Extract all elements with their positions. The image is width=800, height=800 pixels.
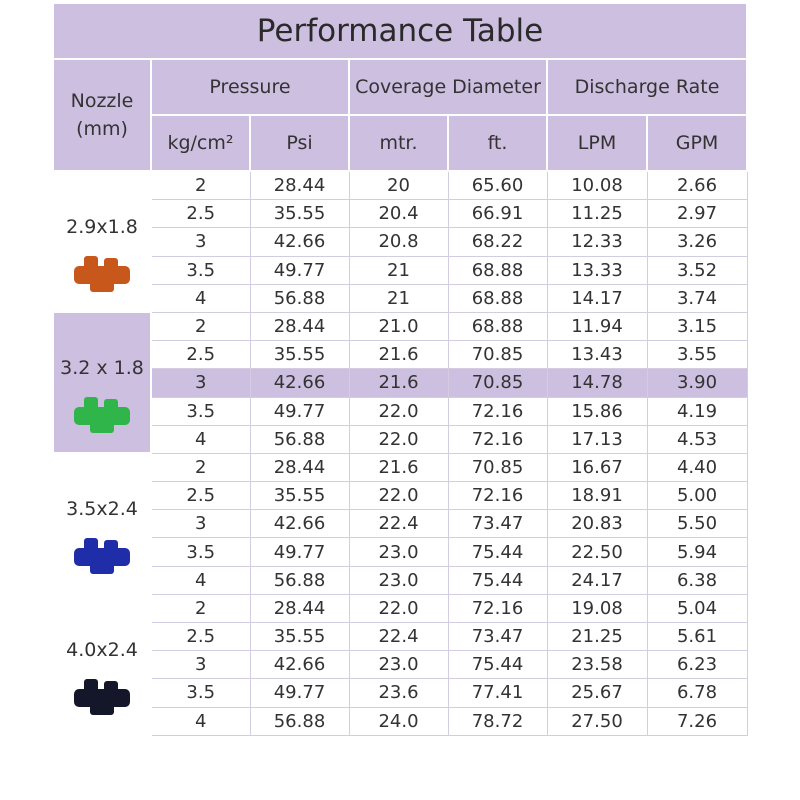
cell-ft: 72.16: [448, 425, 547, 453]
cell-lpm: 19.08: [547, 594, 647, 622]
cell-gpm: 2.97: [647, 200, 747, 228]
cell-lpm: 17.13: [547, 425, 647, 453]
nozzle-size-label: 2.9x1.8: [66, 216, 138, 238]
cell-ft: 72.16: [448, 397, 547, 425]
table-row: [53, 397, 747, 425]
cell-psi: 35.55: [250, 482, 349, 510]
cell-lpm: 16.67: [547, 453, 647, 481]
table-row: [53, 312, 747, 340]
nozzle-icon: [70, 534, 134, 578]
cell-lpm: 18.91: [547, 482, 647, 510]
cell-psi: 28.44: [250, 312, 349, 340]
nozzle-icon: [70, 252, 134, 296]
cell-gpm: 6.78: [647, 679, 747, 707]
cell-gpm: 5.00: [647, 482, 747, 510]
cell-kgcm2: 4: [151, 566, 250, 594]
cell-mtr: 21: [349, 256, 448, 284]
cell-kgcm2: 2: [151, 594, 250, 622]
cell-gpm: 5.50: [647, 510, 747, 538]
cell-lpm: 21.25: [547, 623, 647, 651]
table-title: Performance Table: [53, 3, 747, 59]
cell-ft: 68.22: [448, 228, 547, 256]
cell-kgcm2: 3.5: [151, 538, 250, 566]
table-row: [53, 284, 747, 312]
nozzle-cell: [53, 171, 151, 312]
cell-psi: 49.77: [250, 397, 349, 425]
nozzle-size-label: 3.2 x 1.8: [60, 357, 144, 380]
nozzle-icon: [70, 675, 134, 719]
cell-kgcm2: 4: [151, 707, 250, 735]
cell-lpm: 14.17: [547, 284, 647, 312]
cell-mtr: 22.4: [349, 510, 448, 538]
cell-psi: 56.88: [250, 284, 349, 312]
nozzle-header: [53, 59, 151, 171]
cell-mtr: 21.6: [349, 341, 448, 369]
unit-ft-header: ft.: [448, 115, 547, 171]
cell-mtr: 23.0: [349, 566, 448, 594]
cell-kgcm2: 2.5: [151, 623, 250, 651]
cell-ft: 70.85: [448, 369, 547, 397]
cell-lpm: 13.33: [547, 256, 647, 284]
cell-ft: 77.41: [448, 679, 547, 707]
cell-psi: 35.55: [250, 341, 349, 369]
cell-mtr: 21.6: [349, 369, 448, 397]
cell-lpm: 20.83: [547, 510, 647, 538]
cell-gpm: 3.74: [647, 284, 747, 312]
cell-lpm: 27.50: [547, 707, 647, 735]
table-row: [53, 482, 747, 510]
cell-gpm: 5.61: [647, 623, 747, 651]
cell-kgcm2: 3: [151, 510, 250, 538]
cell-psi: 56.88: [250, 707, 349, 735]
cell-psi: 49.77: [250, 256, 349, 284]
cell-lpm: 14.78: [547, 369, 647, 397]
cell-lpm: 15.86: [547, 397, 647, 425]
cell-psi: 49.77: [250, 679, 349, 707]
cell-kgcm2: 3.5: [151, 397, 250, 425]
cell-psi: 56.88: [250, 425, 349, 453]
nozzle-cell: [53, 453, 151, 594]
cell-psi: 49.77: [250, 538, 349, 566]
cell-gpm: 4.19: [647, 397, 747, 425]
cell-psi: 42.66: [250, 510, 349, 538]
table-row: [53, 228, 747, 256]
cell-kgcm2: 3: [151, 369, 250, 397]
table-row: [53, 369, 747, 397]
table-row: [53, 453, 747, 481]
cell-ft: 70.85: [448, 453, 547, 481]
cell-kgcm2: 4: [151, 425, 250, 453]
cell-mtr: 20: [349, 171, 448, 200]
cell-kgcm2: 2: [151, 171, 250, 200]
table-row: [53, 341, 747, 369]
cell-gpm: 4.40: [647, 453, 747, 481]
cell-lpm: 25.67: [547, 679, 647, 707]
cell-gpm: 3.52: [647, 256, 747, 284]
cell-lpm: 12.33: [547, 228, 647, 256]
cell-gpm: 5.04: [647, 594, 747, 622]
cell-kgcm2: 4: [151, 284, 250, 312]
cell-mtr: 21.6: [349, 453, 448, 481]
cell-ft: 68.88: [448, 312, 547, 340]
table-row: [53, 256, 747, 284]
cell-psi: 35.55: [250, 623, 349, 651]
cell-lpm: 13.43: [547, 341, 647, 369]
cell-kgcm2: 2.5: [151, 341, 250, 369]
cell-psi: 28.44: [250, 453, 349, 481]
unit-gpm-header: GPM: [647, 115, 747, 171]
cell-kgcm2: 2.5: [151, 200, 250, 228]
cell-mtr: 22.0: [349, 482, 448, 510]
cell-mtr: 21.0: [349, 312, 448, 340]
cell-mtr: 20.8: [349, 228, 448, 256]
table-row: [53, 566, 747, 594]
nozzle-header-label: Nozzle (mm): [70, 90, 134, 140]
cell-mtr: 21: [349, 284, 448, 312]
cell-psi: 35.55: [250, 200, 349, 228]
cell-ft: 75.44: [448, 566, 547, 594]
cell-mtr: 22.0: [349, 594, 448, 622]
cell-kgcm2: 2: [151, 453, 250, 481]
cell-mtr: 23.0: [349, 538, 448, 566]
cell-gpm: 7.26: [647, 707, 747, 735]
cell-psi: 28.44: [250, 171, 349, 200]
unit-kgcm2-header: kg/cm²: [151, 115, 250, 171]
cell-kgcm2: 3: [151, 651, 250, 679]
table-row: [53, 623, 747, 651]
cell-mtr: 23.6: [349, 679, 448, 707]
cell-ft: 70.85: [448, 341, 547, 369]
cell-kgcm2: 2: [151, 312, 250, 340]
cell-gpm: 4.53: [647, 425, 747, 453]
cell-kgcm2: 3.5: [151, 256, 250, 284]
cell-lpm: 24.17: [547, 566, 647, 594]
cell-ft: 66.91: [448, 200, 547, 228]
cell-mtr: 22.4: [349, 623, 448, 651]
cell-ft: 65.60: [448, 171, 547, 200]
table-row: [53, 538, 747, 566]
cell-mtr: 24.0: [349, 707, 448, 735]
table-row: [53, 707, 747, 735]
nozzle-cell: [53, 594, 151, 735]
cell-gpm: 6.38: [647, 566, 747, 594]
nozzle-icon: [70, 393, 134, 437]
coverage-header: Coverage Diameter: [349, 59, 547, 115]
cell-gpm: 2.66: [647, 171, 747, 200]
nozzle-size-label: 4.0x2.4: [66, 639, 138, 662]
cell-lpm: 22.50: [547, 538, 647, 566]
table-row: [53, 171, 747, 200]
discharge-header: Discharge Rate: [547, 59, 747, 115]
cell-ft: 75.44: [448, 538, 547, 566]
cell-psi: 28.44: [250, 594, 349, 622]
cell-ft: 78.72: [448, 707, 547, 735]
cell-kgcm2: 2.5: [151, 482, 250, 510]
cell-ft: 68.88: [448, 284, 547, 312]
cell-ft: 68.88: [448, 256, 547, 284]
nozzle-size-label: 3.5x2.4: [66, 498, 138, 521]
cell-kgcm2: 3.5: [151, 679, 250, 707]
table-row: [53, 200, 747, 228]
performance-table-container: [52, 2, 746, 736]
table-row: [53, 425, 747, 453]
cell-psi: 42.66: [250, 651, 349, 679]
cell-gpm: 3.55: [647, 341, 747, 369]
unit-lpm-header: LPM: [547, 115, 647, 171]
cell-gpm: 3.15: [647, 312, 747, 340]
cell-ft: 75.44: [448, 651, 547, 679]
unit-psi-header: Psi: [250, 115, 349, 171]
cell-mtr: 23.0: [349, 651, 448, 679]
cell-lpm: 23.58: [547, 651, 647, 679]
cell-gpm: 3.90: [647, 369, 747, 397]
cell-lpm: 10.08: [547, 171, 647, 200]
cell-psi: 42.66: [250, 369, 349, 397]
cell-ft: 72.16: [448, 594, 547, 622]
cell-ft: 73.47: [448, 510, 547, 538]
cell-mtr: 22.0: [349, 425, 448, 453]
cell-mtr: 22.0: [349, 397, 448, 425]
cell-gpm: 5.94: [647, 538, 747, 566]
cell-psi: 42.66: [250, 228, 349, 256]
table-body: [53, 171, 747, 735]
cell-ft: 73.47: [448, 623, 547, 651]
table-row: [53, 651, 747, 679]
cell-mtr: 20.4: [349, 200, 448, 228]
cell-psi: 56.88: [250, 566, 349, 594]
nozzle-cell: [53, 312, 151, 453]
table-row: [53, 679, 747, 707]
cell-gpm: 3.26: [647, 228, 747, 256]
cell-lpm: 11.25: [547, 200, 647, 228]
table-row: [53, 594, 747, 622]
performance-table: [52, 2, 748, 736]
unit-mtr-header: mtr.: [349, 115, 448, 171]
cell-kgcm2: 3: [151, 228, 250, 256]
table-row: [53, 510, 747, 538]
cell-gpm: 6.23: [647, 651, 747, 679]
cell-lpm: 11.94: [547, 312, 647, 340]
pressure-header: Pressure: [151, 59, 349, 115]
cell-ft: 72.16: [448, 482, 547, 510]
